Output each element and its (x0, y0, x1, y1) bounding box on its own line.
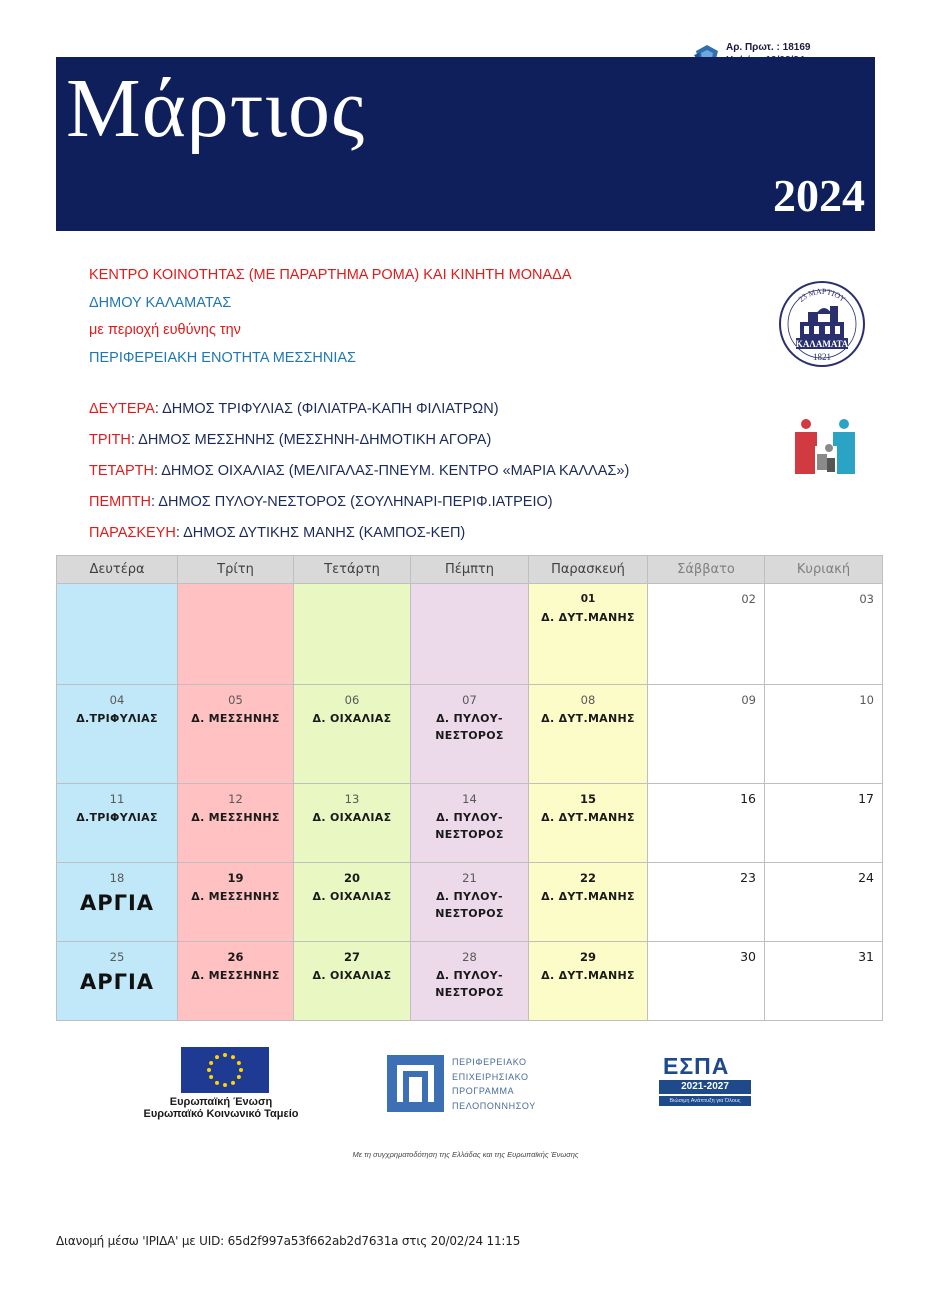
day-cell (411, 863, 529, 942)
day-cell (57, 584, 178, 685)
esf-label: Ευρωπαϊκό Κοινωνικό Ταμείο (143, 1108, 299, 1120)
schedule-item (89, 456, 769, 487)
month-title: Μάρτιος (66, 62, 366, 155)
day-cell (294, 784, 411, 863)
schedule-location: : ΔΗΜΟΣ ΜΕΣΣΗΝΗΣ (ΜΕΣΣΗΝΗ-ΔΗΜΟΤΙΚΗ ΑΓΟΡΑ) (130, 432, 492, 448)
weekday-header: Τετάρτη (294, 556, 411, 584)
day-cell (57, 685, 178, 784)
day-number: 07 (462, 693, 477, 707)
seal-year: 1821 (813, 352, 831, 362)
day-number: 29 (579, 950, 596, 964)
day-number: 10 (859, 693, 874, 707)
day-location: Δ.ΤΡΙΦΥΛΙΑΣ (76, 712, 158, 725)
day-cell (529, 685, 648, 784)
calendar-week (57, 784, 883, 863)
day-cell (529, 584, 648, 685)
day-number: 25 (109, 950, 125, 964)
day-location: Δ. ΔΥΤ.ΜΑΝΗΣ (541, 712, 635, 725)
kalamata-seal-icon (778, 280, 866, 368)
day-location: Δ. ΜΕΣΣΗΝΗΣ (191, 969, 280, 982)
day-location: Δ.ΤΡΙΦΥΛΙΑΣ (76, 811, 158, 824)
schedule-day: ΔΕΥΤΕΡΑ (89, 401, 155, 417)
day-cell (648, 685, 765, 784)
weekday-schedule (89, 394, 769, 549)
day-cell (765, 784, 883, 863)
day-cell (57, 942, 178, 1021)
protocol-number: Αρ. Πρωτ. : 18169 (726, 42, 811, 53)
day-number: 16 (740, 791, 756, 806)
day-location: Δ. ΔΥΤ.ΜΑΝΗΣ (541, 811, 635, 824)
espa-years: 2021-2027 (659, 1080, 751, 1094)
day-number: 06 (344, 693, 360, 707)
weekday-header: Σάββατο (648, 556, 765, 584)
day-location: Δ. ΠΥΛΟΥ-ΝΕΣΤΟΡΟΣ (435, 811, 504, 841)
eu-flag-icon (181, 1047, 269, 1093)
schedule-item (89, 518, 769, 549)
holiday-label: ΑΡΓΙΑ (79, 970, 155, 994)
weekday-header: Δευτέρα (57, 556, 178, 584)
day-cell (529, 863, 648, 942)
distribution-note: Διανομή μέσω 'ΙΡΙΔΑ' με UID: 65d2f997a53f662ab2d7631a στις 20/02/24 11:15 (56, 1234, 521, 1248)
calendar-week (57, 685, 883, 784)
day-cell (294, 863, 411, 942)
day-cell (178, 584, 294, 685)
weekday-header: Πέμπτη (411, 556, 529, 584)
weekday-header: Παρασκευή (529, 556, 648, 584)
day-cell (765, 942, 883, 1021)
program-name-line: ΠΕΡΙΦΕΡΕΙΑΚΟ (452, 1057, 527, 1067)
month-header (56, 57, 875, 231)
seal-top-text: 23 ΜΑΡΤΙΟΥ (796, 286, 848, 304)
day-location: Δ. ΟΙΧΑΛΙΑΣ (312, 969, 392, 982)
day-number: 27 (343, 950, 360, 964)
intro-text (89, 262, 739, 372)
day-number: 21 (462, 871, 477, 885)
day-location: Δ. ΟΙΧΑΛΙΑΣ (312, 712, 392, 725)
day-number: 17 (858, 791, 874, 806)
program-name-line: ΕΠΙΧΕΙΡΗΣΙΑΚΟ (452, 1071, 529, 1082)
day-number: 04 (109, 693, 125, 707)
day-cell (648, 584, 765, 685)
program-emblem-icon (387, 1055, 444, 1112)
march-calendar (56, 555, 883, 1021)
day-number: 01 (580, 593, 596, 605)
day-location: Δ. ΔΥΤ.ΜΑΝΗΣ (541, 611, 635, 624)
day-cell (765, 863, 883, 942)
calendar-week (57, 942, 883, 1021)
day-location: Δ. ΔΥΤ.ΜΑΝΗΣ (541, 890, 635, 903)
holiday-label: ΑΡΓΙΑ (79, 891, 155, 915)
intro-line-1: ΚΕΝΤΡΟ ΚΟΙΝΟΤΗΤΑΣ (ΜΕ ΠΑΡΑΡΤΗΜΑ ΡΟΜΑ) ΚΑΙ ΚΙΝΗΤΗ ΜΟΝΑΔΑ (89, 267, 572, 283)
day-number: 14 (462, 792, 477, 806)
espa-title: ΕΣΠΑ (663, 1053, 730, 1079)
cofunding-note: Με τη συγχρηματοδότηση της Ελλάδας και της Ευρωπαϊκής Ένωσης (352, 1150, 579, 1159)
program-name-line: ΠΕΛΟΠΟΝΝΗΣΟΥ (452, 1100, 536, 1111)
day-cell (294, 942, 411, 1021)
day-number: 20 (343, 871, 360, 885)
community-center-logo-icon (793, 418, 859, 476)
day-cell (529, 784, 648, 863)
calendar-header-row (57, 556, 883, 584)
day-number: 19 (227, 871, 244, 885)
day-number: 18 (109, 871, 125, 885)
day-cell (411, 685, 529, 784)
schedule-day: ΠΕΜΠΤΗ (89, 494, 152, 510)
day-location: Δ. ΜΕΣΣΗΝΗΣ (191, 811, 280, 824)
day-cell (648, 863, 765, 942)
schedule-item (89, 487, 769, 518)
schedule-day: ΤΡΙΤΗ (89, 432, 131, 448)
program-name (452, 1055, 536, 1113)
day-number: 05 (228, 693, 243, 707)
day-cell (411, 942, 529, 1021)
schedule-location: : ΔΗΜΟΣ ΠΥΛΟΥ-ΝΕΣΤΟΡΟΣ (ΣΟΥΛΗΝΑΡΙ-ΠΕΡΙΦ.ΙΑΤΡΕΙΟ) (151, 494, 553, 510)
day-number: 11 (109, 792, 125, 806)
day-location: Δ. ΜΕΣΣΗΝΗΣ (191, 890, 280, 903)
schedule-day: ΠΑΡΑΣΚΕΥΗ (89, 525, 176, 541)
day-cell (57, 784, 178, 863)
day-cell (765, 685, 883, 784)
day-number: 23 (740, 870, 756, 885)
program-name-line: ΠΡΟΓΡΑΜΜΑ (452, 1086, 515, 1096)
day-number: 09 (741, 693, 756, 707)
day-number: 31 (858, 949, 874, 964)
calendar-week (57, 863, 883, 942)
day-cell (294, 584, 411, 685)
schedule-location: : ΔΗΜΟΣ ΟΙΧΑΛΙΑΣ (ΜΕΛΙΓΑΛΑΣ-ΠΝΕΥΜ. ΚΕΝΤΡΟ «ΜΑΡΙΑ ΚΑΛΛΑΣ») (153, 463, 630, 479)
year-title: 2024 (773, 170, 865, 221)
day-location: Δ. ΔΥΤ.ΜΑΝΗΣ (541, 969, 635, 982)
espa-logo (659, 1053, 753, 1111)
intro-line-2: ΔΗΜΟΥ ΚΑΛΑΜΑΤΑΣ (89, 294, 232, 311)
day-number: 12 (228, 792, 243, 806)
eu-logo (140, 1047, 302, 1120)
day-location: Δ. ΜΕΣΣΗΝΗΣ (191, 712, 280, 725)
day-number: 13 (344, 792, 360, 806)
day-number: 24 (858, 870, 874, 885)
schedule-day: ΤΕΤΑΡΤΗ (89, 463, 154, 479)
day-cell (411, 784, 529, 863)
day-cell (648, 942, 765, 1021)
schedule-item (89, 425, 769, 456)
day-cell (57, 863, 178, 942)
day-number: 02 (741, 592, 756, 606)
day-cell (411, 584, 529, 685)
day-cell (529, 942, 648, 1021)
schedule-location: : ΔΗΜΟΣ ΤΡΙΦΥΛΙΑΣ (ΦΙΛΙΑΤΡΑ-ΚΑΠΗ ΦΙΛΙΑΤΡΩΝ) (154, 401, 499, 417)
day-location: Δ. ΠΥΛΟΥ-ΝΕΣΤΟΡΟΣ (435, 969, 504, 999)
weekday-header: Τρίτη (178, 556, 294, 584)
day-number: 28 (462, 950, 477, 964)
day-cell (178, 942, 294, 1021)
schedule-item (89, 394, 769, 425)
day-cell (178, 863, 294, 942)
day-cell (294, 685, 411, 784)
seal-name: ΚΑΛΑΜΑΤΑ (795, 339, 849, 349)
day-number: 08 (580, 693, 596, 707)
eu-label: Ευρωπαϊκή Ένωση (169, 1096, 273, 1108)
intro-line-3: με περιοχή ευθύνης την (89, 322, 241, 338)
day-location: Δ. ΠΥΛΟΥ-ΝΕΣΤΟΡΟΣ (435, 712, 504, 742)
espa-slogan: Βιώσιμη Ανάπτυξη για Όλους (659, 1096, 751, 1106)
day-number: 22 (579, 871, 596, 885)
weekday-header: Κυριακή (765, 556, 883, 584)
calendar-week (57, 584, 883, 685)
day-cell (178, 784, 294, 863)
day-number: 03 (859, 592, 874, 606)
schedule-location: : ΔΗΜΟΣ ΔΥΤΙΚΗΣ ΜΑΝΗΣ (ΚΑΜΠΟΣ-ΚΕΠ) (175, 525, 466, 541)
day-number: 26 (227, 950, 244, 964)
day-cell (178, 685, 294, 784)
day-cell (648, 784, 765, 863)
day-cell (765, 584, 883, 685)
day-location: Δ. ΠΥΛΟΥ-ΝΕΣΤΟΡΟΣ (435, 890, 504, 920)
peloponnese-program-logo (387, 1055, 557, 1113)
day-number: 15 (579, 792, 596, 806)
day-location: Δ. ΟΙΧΑΛΙΑΣ (312, 811, 392, 824)
day-location: Δ. ΟΙΧΑΛΙΑΣ (312, 890, 392, 903)
intro-line-4: ΠΕΡΙΦΕΡΕΙΑΚΗ ΕΝΟΤΗΤΑ ΜΕΣΣΗΝΙΑΣ (89, 349, 357, 366)
day-number: 30 (740, 949, 756, 964)
